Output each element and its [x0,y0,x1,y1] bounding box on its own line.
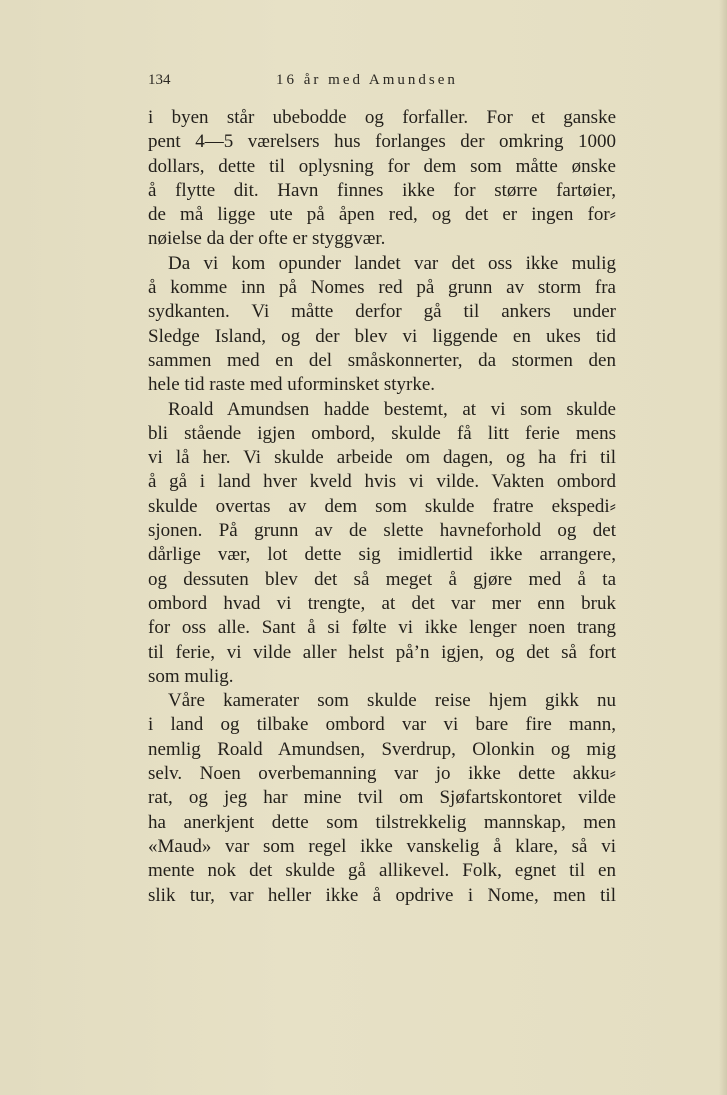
text-line: «Maud» var som regel ikke vanskelig å klare, så vi [148,835,616,857]
text-line: dårlige vær, lot dette sig imidlertid ikke arrangere, [148,544,616,566]
text-line: Sledge Island, og der blev vi liggende en ukes tid [148,325,616,347]
text-line: Roald Amundsen hadde bestemt, at vi som skulde [168,398,616,420]
text-line: for oss alle. Sant å si følte vi ikke lenger noen trang [148,617,616,639]
text-line: bli stående igjen ombord, skulde få litt ferie mens [148,422,616,444]
text-line: dollars, dette til oplysning for dem som måtte ønske [148,155,616,177]
text-line: ombord hvad vi trengte, at det var mer enn bruk [148,592,616,614]
paragraph [148,106,616,252]
page-edge-shadow [719,0,727,1095]
text-line: til ferie, vi vilde aller helst på’n igjen, og det så fort [148,641,616,663]
page-number: 134 [148,72,171,88]
text-line: å flytte dit. Havn finnes ikke for større fartøier, [148,179,616,201]
text-line: hele tid raste med uforminsket styrke. [148,374,436,396]
text-line: i byen står ubebodde og forfaller. For et ganske [148,107,616,128]
text-line: sammen med en del småskonnerter, da stormen den [148,349,616,371]
text-line: de må ligge ute på åpen red, og det er ingen for⸗ [148,204,616,226]
text-line: sydkanten. Vi måtte derfor gå til ankers under [148,301,616,323]
paragraph [148,398,616,690]
text-line: i land og tilbake ombord var vi bare fire mann, [148,714,616,736]
text-line: Da vi kom opunder landet var det oss ikke mulig [168,252,616,274]
text-line: Våre kamerater som skulde reise hjem gikk nu [168,690,616,712]
text-line: skulde overtas av dem som skulde fratre ekspedi⸗ [148,495,616,517]
text-line: og dessuten blev det så meget å gjøre med å ta [148,568,616,590]
paragraph [148,252,616,398]
text-line: slik tur, var heller ikke å opdrive i Nome, men til [148,884,616,906]
text-line: rat, og jeg har mine tvil om Sjøfartskontoret vilde [148,787,616,809]
running-head: 16 år med Amundsen [276,72,458,88]
body-text [148,106,616,908]
page-header [148,72,616,94]
text-line: pent 4—5 værelsers hus forlanges der omkring 1000 [148,131,616,153]
text-line: som mulig. [148,665,234,687]
text-line: vi lå her. Vi skulde arbeide om dagen, og ha fri til [148,447,616,469]
text-line: mente nok det skulde gå allikevel. Folk, egnet til en [148,860,616,882]
text-line: å gå i land hver kveld hvis vi vilde. Vakten ombord [148,471,616,493]
text-line: nemlig Roald Amundsen, Sverdrup, Olonkin og mig [148,738,616,760]
text-line: ha anerkjent dette som tilstrekkelig mannskap, men [148,811,616,833]
text-line: sjonen. På grunn av de slette havneforhold og det [148,520,616,542]
text-line: selv. Noen overbemanning var jo ikke dette akku⸗ [148,763,616,785]
text-line: nøielse da der ofte er styggvær. [148,228,386,250]
paragraph [148,689,616,908]
text-line: å komme inn på Nomes red på grunn av storm fra [148,277,616,299]
